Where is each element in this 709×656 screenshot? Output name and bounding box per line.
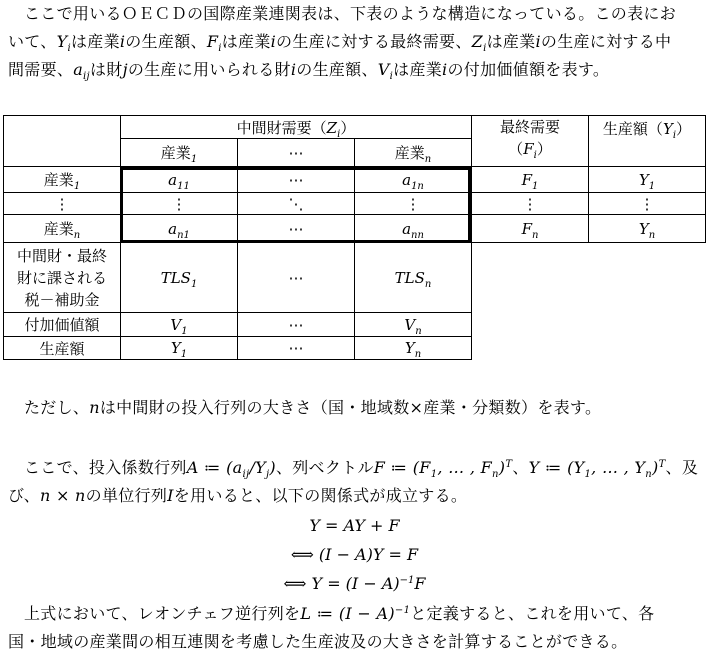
row-label-industry-1: 産業$_1$ [4, 167, 121, 193]
cell-vdots: ⋮ [355, 193, 472, 215]
intro-text: の生産に対する最終需要、 [276, 32, 472, 51]
io-table [3, 115, 706, 360]
intro-text: 間需要、 [8, 60, 74, 79]
intro-text: の生産に対する中 [540, 32, 672, 51]
blank-cell [472, 243, 706, 313]
var-z: Z [471, 32, 484, 51]
cell-vdots: ⋮ [472, 193, 589, 215]
cell-dots: ⋯ [238, 215, 355, 243]
var-i: i [270, 32, 277, 51]
cell-dots: ⋯ [238, 337, 355, 360]
cell-v1: $V_1$ [121, 313, 238, 337]
intro-line-3 [8, 56, 704, 84]
var-i: i [442, 60, 448, 79]
cell-a11: $a_{11}$ [121, 167, 238, 193]
cell-y1-bottom: $Y_1$ [121, 337, 238, 360]
header-intermediate: 中間財需要$(Z_i)$ [121, 116, 472, 139]
intro-text: は産業 [393, 60, 443, 79]
header-output: 生産額$(Y_i)$ [589, 116, 706, 167]
cell-y1: $Y_1$ [589, 167, 706, 193]
var-i: i [290, 60, 297, 79]
intro-text: は産業 [486, 32, 536, 51]
blank-cell [472, 337, 706, 360]
equation-2: ⟺ (I − A)Y = F [290, 545, 419, 564]
row-label-output: 生産額 [4, 337, 121, 360]
definition-line-1: ここで、投入係数行列A ≔ $(a_{ij}/Y_j)$、列ベクトルF ≔ ($F_1$, … , $F_n)^T$、Y ≔ ($Y_1$, … , $Y_n)^T$、及 [24, 458, 699, 480]
cell-ddots: ⋱ [238, 193, 355, 215]
intro-line-1 [8, 0, 704, 28]
intro-line-2 [8, 28, 704, 56]
header-industry-1: 産業$_1$ [121, 139, 238, 167]
var-i: i [119, 32, 126, 51]
cell-dots: ⋯ [238, 313, 355, 337]
sub-i: i [389, 71, 394, 82]
intro-text: の生産に用いられる財 [127, 60, 291, 79]
header-industry-n: 産業$_n$ [355, 139, 472, 167]
row-label-vdots: ⋮ [4, 193, 121, 215]
equation-3: ⟺ $Y = (I - A)^{-1}F$ [283, 574, 426, 593]
equation-1: Y = AY + F [309, 516, 400, 535]
header-final-demand: 最終需要 $(F_i)$ [472, 116, 589, 167]
intro-paragraph [8, 0, 704, 84]
cell-dots: ⋯ [238, 167, 355, 193]
leontief-line-2: 国・地域の産業間の相互連関を考慮した生産波及の大きさを計算することができる。 [8, 632, 628, 651]
cell-vdots: ⋮ [589, 193, 706, 215]
cell-an1: $a_{n1}$ [121, 215, 238, 243]
row-label-industry-n: 産業$_n$ [4, 215, 121, 243]
var-i: i [535, 32, 541, 51]
sub-ij: ij [83, 71, 90, 82]
cell-vn: $V_n$ [355, 313, 472, 337]
row-label-taxes: 中間財・最終 財に課される 税－補助金 [4, 243, 121, 313]
cell-tlsn: $TLS_n$ [355, 243, 472, 313]
cell-a1n: $a_{1n}$ [355, 167, 472, 193]
var-y: Y [56, 32, 68, 51]
leontief-paragraph [8, 600, 704, 656]
intro-text: は産業 [221, 32, 271, 51]
cell-vdots: ⋮ [121, 193, 238, 215]
definition-paragraph [8, 454, 704, 510]
leontief-line-1: 上式において、レオンチェフ逆行列をL ≔ $(I - A)^{-1}$と定義すると、これを用いて、各 [24, 604, 655, 623]
definition-line-2: び、n × nの単位行列Iを用いると、以下の関係式が成立する。 [8, 486, 468, 505]
blank-cell [472, 313, 706, 337]
cell-yn-bottom: $Y_n$ [355, 337, 472, 360]
intro-text: の付加価値額を表す。 [447, 60, 610, 79]
intro-text: ここで用いるＯＥＣＤの国際産業連関表は、下表のような構造になっている。この表にお [24, 4, 677, 23]
sub-i: i [67, 43, 71, 54]
intro-text: の生産額、 [125, 32, 207, 51]
sub-i: i [218, 43, 222, 54]
intro-text: は産業 [70, 32, 120, 51]
intro-text: の生産額、 [296, 60, 378, 79]
cell-ann: $a_{nn}$ [355, 215, 472, 243]
intro-text: いて、 [8, 32, 57, 51]
sub-i: i [483, 43, 487, 54]
cell-f1: $F_1$ [472, 167, 589, 193]
table-corner-cell [4, 116, 121, 167]
var-j: j [122, 60, 128, 79]
intro-text: は財 [89, 60, 123, 79]
cell-yn: $Y_n$ [589, 215, 706, 243]
var-a: a [73, 60, 84, 79]
cell-tls1: $TLS_1$ [121, 243, 238, 313]
cell-fn: $F_n$ [472, 215, 589, 243]
var-v: V [377, 60, 390, 79]
row-label-value-added: 付加価値額 [4, 313, 121, 337]
cell-dots: ⋯ [238, 243, 355, 313]
var-f: F [206, 32, 219, 51]
note-paragraph: ただし、nは中間財の投入行列の大きさ（国・地域数×産業・分類数）を表す。 [24, 398, 602, 417]
header-dots: ⋯ [238, 139, 355, 167]
